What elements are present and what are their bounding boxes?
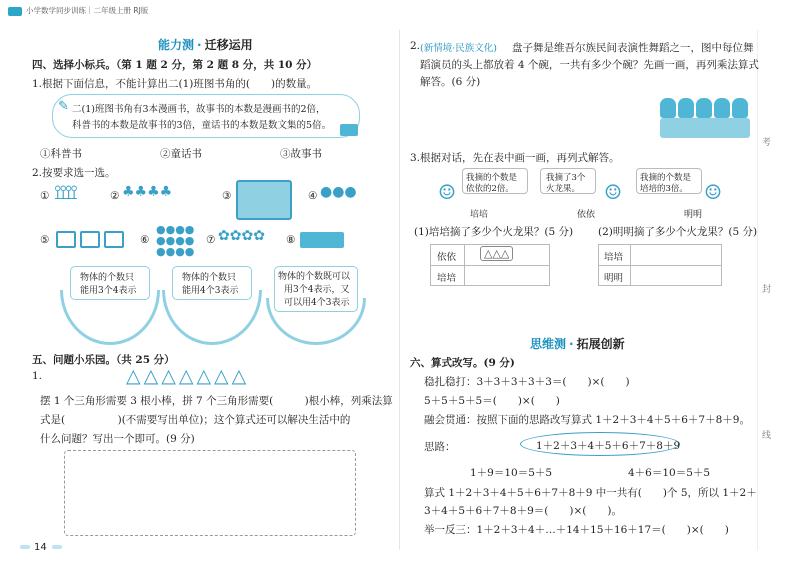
section-title-part-a: 能力测 [158,38,195,52]
egg-tray-icon [236,180,292,220]
q2-num: 2. [410,40,421,52]
table-1-col-line [464,244,465,286]
skewers-icon: ⟟⟟⟟⟟ [54,180,76,204]
q6-title: 六、算式改写。(9 分) [410,357,515,369]
pair-eq-2: 4＋6＝10＝5＋5 [628,467,711,479]
info-line-2: 科普书的本数是故事书的3倍，童话书的本数是数文集的5倍。 [72,120,332,131]
page-number-deco [20,545,30,549]
grapes-icon: ♣♣♣♣ [122,184,173,200]
q6-line-4: 算式 1＋2＋3＋4＋5＋6＋7＋8＋9 中一共有( )个 5，所以 1＋2＋ [424,487,757,499]
child-yiyi-icon: ☺ [604,180,622,204]
table-2-row-label: 培培 [604,252,624,263]
bubble-1-line-1: 物体的个数只 [80,273,135,283]
q2-line-1: 盘子舞是维吾尔族民间表演性舞蹈之一，图中每位舞 [512,42,754,54]
q5-line-2: 式是( )(不需要写出单位)；这个算式还可以解决生活中的 [40,414,351,426]
bubble-2-line-1: 物体的个数只 [182,273,237,283]
speech-2-line-2: 火龙果。 [546,184,581,194]
child-peipei-icon: ☺ [438,180,456,204]
item-label-6: ⑥ [140,234,150,246]
page-number: 14 [34,542,47,553]
q5-line-1: 摆 1 个三角形需要 3 根小棒，拼 7 个三角形需要( )根小棒，列乘法算 [40,395,393,407]
bubble-3-line-1: 物体的个数既可以 [278,272,351,282]
margin-char: 封 [762,285,772,295]
dancers-skirts [660,118,750,138]
table-1-row-label: 培培 [437,273,457,284]
balls-icon: ●●● [320,184,357,200]
flowers-icon: ✿✿✿✿ [218,228,265,244]
q2-line-2: 蹈演员的头上都放着 4 个碗，一共有多少个碗？先画一画，再列乘法算式 [420,59,759,71]
table-2-col-line [630,244,631,286]
bubble-3-line-2: 用3个4表示，又 [284,285,350,295]
name-mingming: 明明 [684,210,703,220]
name-peipei: 培培 [470,210,489,220]
q5-1-num: 1. [32,370,43,382]
option-3[interactable]: ③故事书 [280,148,322,160]
info-line-1: 二(1)班图书角有3本漫画书，故事书的本数是漫画书的2倍， [72,104,326,115]
q2-line-3: 解答。(6 分) [420,76,481,88]
speech-1-line-2: 依依的2倍。 [466,184,514,194]
margin-char: 考 [762,138,772,148]
item-label-7: ⑦ [206,234,216,246]
dancer-figure [732,98,748,118]
option-2[interactable]: ②童话书 [160,148,202,160]
bubble-3-line-3: 可以用4个3表示 [284,298,350,308]
page-number-deco [52,545,62,549]
q5-line-3: 什么问题？写出一个即可。(9 分) [40,433,195,445]
table-1-marks: △△△ [480,246,513,261]
speech-2-line-1: 我摘了3个 [546,173,586,183]
table-1-row-line [430,265,550,266]
item-label-5: ⑤ [40,234,50,246]
item-label-2: ② [110,190,120,202]
section-title-thinking: 思维测 · 拓展创新 [530,337,625,351]
think-label: 思路： [424,441,456,453]
speech-1-line-1: 我摘的个数是 [466,173,518,183]
section-title-part-a: 思维测 [530,337,567,351]
name-yiyi: 依依 [577,210,596,220]
square-icon [104,231,124,248]
q6-line-5: 3＋4＋5＋6＋7＋8＋9＝( )×( )。 [424,505,622,517]
dancer-figure [714,98,730,118]
dancer-figure [678,98,694,118]
q3-stem: 3.根据对话，先在表中画一画，再列式解答。 [410,152,620,164]
q6-line-1: 稳扎稳打：3＋3＋3＋3＋3＝( )×( ) [424,376,630,388]
q4-1-stem: 1.根据下面信息，不能计算出二(1)班图书角的( )的数量。 [32,78,318,90]
table-2-row-label: 明明 [604,273,624,284]
q3-sub-1: (1)培培摘了多少个火龙果？(5 分) [414,226,574,238]
q6-line-6: 举一反三：1＋2＋3＋4＋…＋14＋15＋16＋17＝( )×( ) [424,524,729,536]
speech-3-line-1: 我摘的个数是 [640,173,692,183]
q6-line-3: 融会贯通：按照下面的思路改写算式 1＋2＋3＋4＋5＋6＋7＋8＋9。 [424,414,750,426]
q5-answer-area[interactable] [64,450,356,536]
item-label-4: ④ [308,190,318,202]
section-title-ability: 能力测 · 迁移运用 [158,38,253,52]
item-label-8: ⑧ [286,234,296,246]
q6-line-2: 5＋5＋5＋5＝( )×( ) [424,395,560,407]
q4-title: 四、选择小标兵。（第 1 题 2 分，第 2 题 8 分，共 10 分） [32,59,318,71]
child-mingming-icon: ☺ [704,180,722,204]
q5-title: 五、问题小乐园。（共 25 分） [32,354,175,366]
think-expression: 1＋2＋3＋4＋5＋6＋7＋8＋9 [536,440,681,452]
beads-icon: ●●●● ●●●● ●●●● [156,223,195,258]
dancer-figure [660,98,676,118]
bubble-2-line-2: 能用4个3表示 [182,286,239,296]
section-title-part-b: 拓展创新 [576,337,625,351]
table-1-row-label: 依依 [437,252,457,263]
option-1[interactable]: ①科普书 [40,148,82,160]
table-1-draw-cell[interactable] [466,267,548,284]
pair-eq-1: 1＋9＝10＝5＋5 [470,467,553,479]
item-label-3: ③ [222,190,232,202]
basket-2[interactable] [162,290,262,345]
item-label-1: ① [40,190,50,202]
section-title-part-b: 迁移运用 [204,38,253,52]
header-text: 小学数学同步训练｜二年级上册 RJ版 [26,6,149,15]
q3-sub-2: (2)明明摘了多少个火龙果？(5 分) [598,226,758,238]
margin-char: 线 [762,431,772,441]
basket-1[interactable] [60,290,160,345]
basket-3[interactable] [266,298,366,345]
binding-margin-line [757,30,758,550]
square-icon [80,231,100,248]
speech-3-line-2: 培培的3倍。 [640,184,688,194]
q4-2-stem: 2.按要求选一选。 [32,167,116,179]
square-icon [56,231,76,248]
series-badge [8,7,22,16]
page-divider [399,30,400,550]
books-icon [340,124,358,136]
table-2-draw-cell[interactable] [632,246,720,284]
triangles-figure: △△△△△△△ [126,365,250,387]
book-stack-icon [300,232,344,248]
dancer-figure [696,98,712,118]
q2-tag: (新情境·民族文化) [420,43,497,54]
bubble-1-line-2: 能用3个4表示 [80,286,137,296]
pencil-icon: ✎ [58,99,69,114]
